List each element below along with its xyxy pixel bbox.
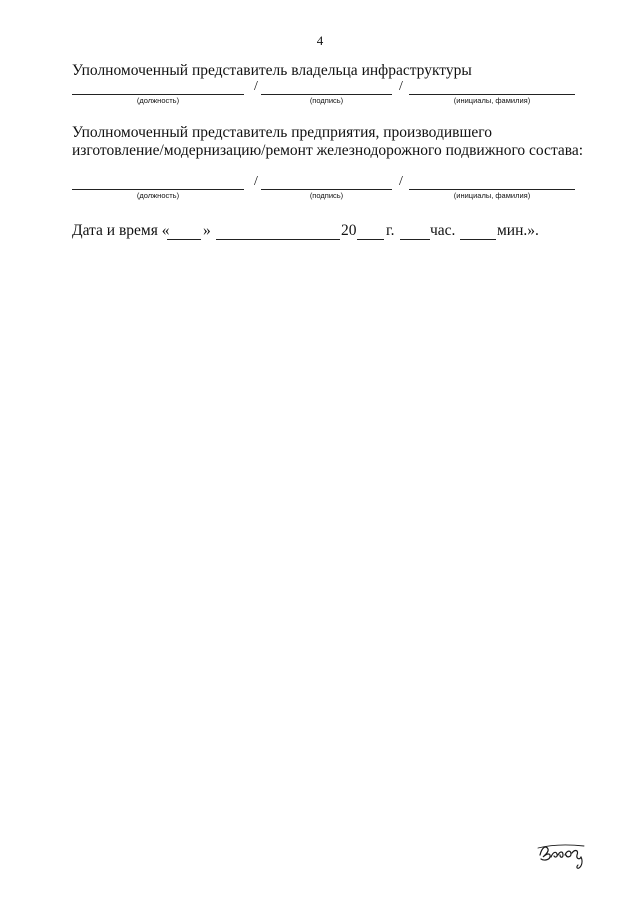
initials-field-1[interactable]: [409, 94, 575, 95]
position-caption: (должность): [136, 96, 180, 105]
initials-field-2[interactable]: [409, 189, 575, 190]
separator-slash: /: [254, 79, 258, 94]
hours-suffix: час.: [430, 222, 456, 239]
hours-field[interactable]: [400, 239, 430, 240]
separator-slash: /: [254, 174, 258, 189]
minutes-suffix: мин.».: [497, 222, 539, 239]
signature-field-1[interactable]: [261, 94, 392, 95]
position-field-1[interactable]: [72, 94, 244, 95]
month-field[interactable]: [216, 239, 340, 240]
signature-caption: (подпись): [309, 96, 344, 105]
separator-slash: /: [399, 174, 403, 189]
close-quote: »: [203, 222, 211, 239]
initials-caption: (инициалы, фамилия): [453, 96, 531, 105]
separator-slash: /: [399, 79, 403, 94]
initials-caption: (инициалы, фамилия): [453, 191, 531, 200]
century-prefix: 20: [341, 222, 357, 239]
signature-field-2[interactable]: [261, 189, 392, 190]
year-field[interactable]: [357, 239, 384, 240]
enterprise-heading-line2: изготовление/модернизацию/ремонт железнодорожного подвижного состава:: [72, 142, 584, 159]
enterprise-heading-line1: Уполномоченный представитель предприятия, производившего: [72, 124, 493, 141]
page-number: 4: [316, 33, 324, 48]
position-caption: (должность): [136, 191, 180, 200]
signature-caption: (подпись): [309, 191, 344, 200]
infrastructure-owner-heading: Уполномоченный представитель владельца инфраструктуры: [72, 62, 472, 79]
day-field[interactable]: [167, 239, 201, 240]
date-time-label: Дата и время «: [72, 222, 170, 239]
year-suffix: г.: [386, 222, 395, 239]
handwritten-initials-mark: [536, 835, 588, 871]
minutes-field[interactable]: [460, 239, 496, 240]
position-field-2[interactable]: [72, 189, 244, 190]
